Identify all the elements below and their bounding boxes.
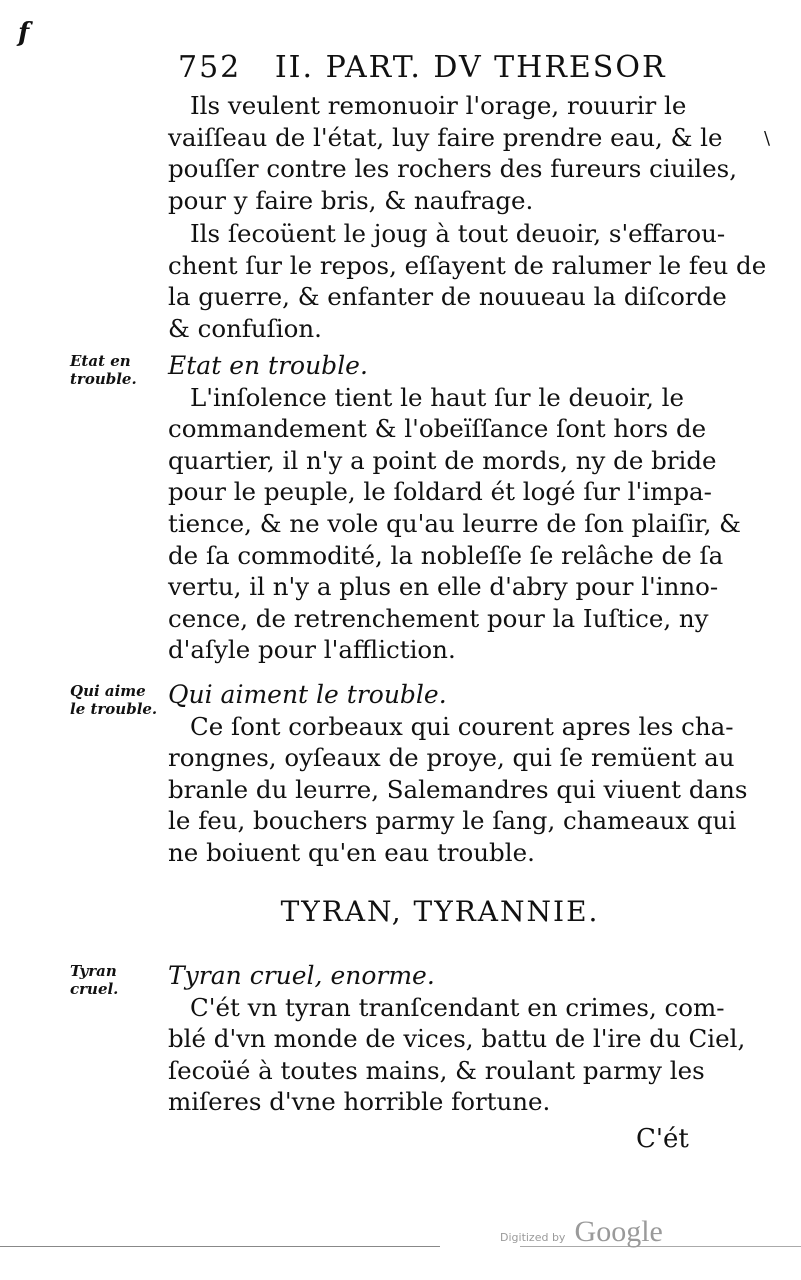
- text-line: vertu, il n'y a plus en elle d'abry pour l'inno-: [168, 572, 719, 602]
- margin-note-line: trouble.: [70, 370, 137, 388]
- paragraph-remonuoir: [168, 90, 737, 216]
- section-title: TYRAN, TYRANNIE.: [280, 895, 600, 928]
- text-line: pour le peuple, le ſoldard ét logé ſur l'impa-: [168, 477, 712, 507]
- text-line: & confuſion.: [168, 313, 322, 343]
- text-line: rongnes, oyſeaux de proye, qui ſe remüent au: [168, 743, 735, 773]
- text-line: pour y faire bris, & naufrage.: [168, 185, 534, 215]
- corner-mark: f: [18, 18, 30, 48]
- text-line: d'aſyle pour l'affliction.: [168, 635, 456, 665]
- margin-note-line: le trouble.: [70, 700, 158, 718]
- running-header: [178, 50, 698, 85]
- section-etat-en-trouble: [168, 350, 741, 666]
- text-line: la guerre, & enfanter de nouueau la diſcorde: [168, 282, 727, 312]
- text-line: branle du leurre, Salemandres qui viuent dans: [168, 774, 748, 804]
- text-line: ne boiuent qu'en eau trouble.: [168, 837, 535, 867]
- text-line: cence, de retrenchement pour la Iuſtice, ny: [168, 603, 709, 633]
- margin-note-etat: [70, 352, 165, 388]
- bottom-rule: [0, 1246, 440, 1247]
- rubric-heading: Tyran cruel, enorme.: [168, 961, 435, 990]
- text-line: Ils ſecoüent le joug à tout deuoir, s'effarou-: [190, 219, 726, 248]
- margin-note-tyran: [70, 962, 165, 998]
- margin-note-line: Etat en: [70, 352, 131, 370]
- text-line: chent ſur le repos, eſſayent de ralumer le feu de: [168, 250, 767, 280]
- catchword: C'ét: [636, 1124, 689, 1154]
- margin-note-line: Tyran: [70, 962, 117, 980]
- text-line: le feu, bouchers parmy le ſang, chameaux qui: [168, 806, 737, 836]
- text-line: blé d'vn monde de vices, battu de l'ire du Ciel,: [168, 1024, 746, 1054]
- text-line: pouſſer contre les rochers des fureurs ciuiles,: [168, 154, 737, 184]
- text-line: Ils veulent remonuoir l'orage, rouurir le: [190, 91, 687, 120]
- text-line: L'inſolence tient le haut ſur le deuoir, le: [190, 382, 685, 412]
- google-logo: Google: [574, 1215, 663, 1248]
- text-line: commandement & l'obeïſſance ſont hors de: [168, 414, 707, 444]
- text-line: quartier, il n'y a point de mords, ny de bride: [168, 445, 717, 475]
- running-title: II. PART. DV THRESOR: [274, 50, 667, 85]
- text-line: Ce ſont corbeaux qui courent apres les cha-: [190, 711, 734, 741]
- text-line: tience, & ne vole qu'au leurre de ſon plaiſir, &: [168, 508, 741, 538]
- section-tyran-cruel: [168, 960, 746, 1118]
- watermark-prefix: Digitized by: [500, 1231, 566, 1244]
- rubric-heading: Qui aiment le trouble.: [168, 680, 447, 709]
- text-line: C'ét vn tyran tranſcendant en crimes, com-: [190, 992, 725, 1022]
- text-line: vaiſſeau de l'état, luy faire prendre eau, & le: [168, 122, 723, 152]
- paragraph-secouent: [168, 218, 767, 344]
- page-number: 752: [178, 50, 242, 85]
- text-line: miſeres d'vne horrible fortune.: [168, 1087, 551, 1117]
- section-qui-aiment: [168, 679, 748, 869]
- margin-note-qui: [70, 682, 165, 718]
- text-line: ſecoüé à toutes mains, & roulant parmy les: [168, 1055, 705, 1085]
- margin-tick-mark: \: [764, 128, 771, 149]
- margin-note-line: cruel.: [70, 980, 119, 998]
- text-line: de ſa commodité, la nobleſſe ſe relâche de ſa: [168, 540, 724, 570]
- digitized-watermark: [500, 1215, 663, 1249]
- margin-note-line: Qui aime: [70, 682, 146, 700]
- rubric-heading: Etat en trouble.: [168, 351, 368, 380]
